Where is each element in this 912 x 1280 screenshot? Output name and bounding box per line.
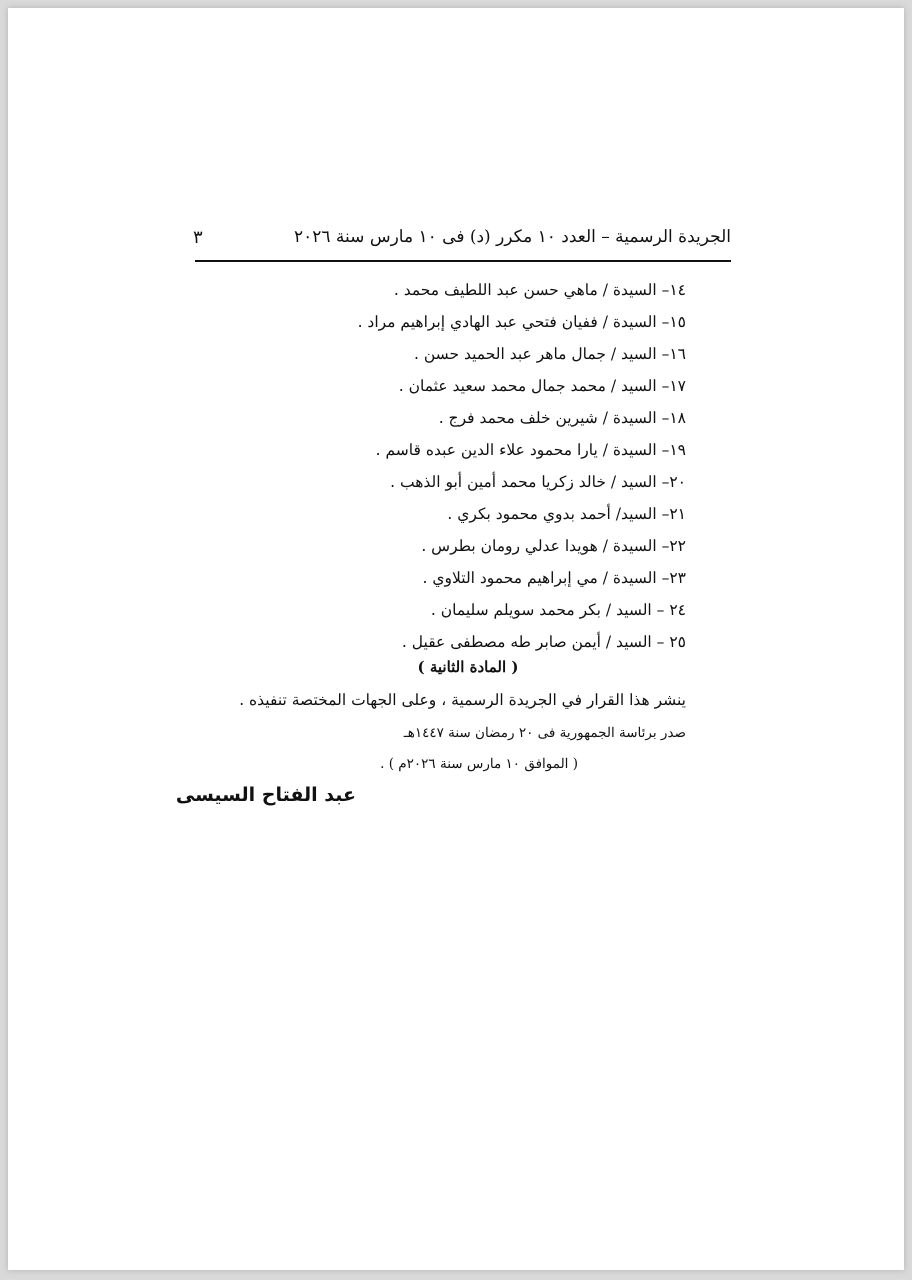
list-item: ١٦– السيد / جمال ماهر عبد الحميد حسن .: [414, 345, 686, 363]
issued-at-line: صدر برئاسة الجمهورية فى ٢٠ رمضان سنة ١٤٤٧هـ: [403, 725, 686, 741]
list-item: ٢٣– السيدة / مي إبراهيم محمود التلاوي .: [422, 569, 686, 587]
list-item: ١٥– السيدة / ففيان فتحي عبد الهادي إبراهيم مراد .: [357, 313, 686, 331]
list-item: ٢٠– السيد / خالد زكريا محمد أمين أبو الذهب .: [390, 473, 686, 491]
list-item: ١٧– السيد / محمد جمال محمد سعيد عثمان .: [398, 377, 686, 395]
list-item: ١٨– السيدة / شيرين خلف محمد فرج .: [438, 409, 686, 427]
names-list: [166, 274, 686, 658]
page-number: ٣: [193, 227, 203, 248]
article-heading: ( المادة الثانية ): [417, 658, 519, 676]
header-divider: [195, 260, 731, 262]
list-item: ١٩– السيدة / يارا محمود علاء الدين عبده قاسم .: [375, 441, 686, 459]
publication-clause: ينشر هذا القرار في الجريدة الرسمية ، وعلى الجهات المختصة تنفيذه .: [239, 691, 686, 709]
gregorian-date-line: ( الموافق ١٠ مارس سنة ٢٠٢٦م ) .: [380, 756, 578, 772]
list-item: ١٤– السيدة / ماهي حسن عبد اللطيف محمد .: [393, 281, 686, 299]
list-item: ٢٥ – السيد / أيمن صابر طه مصطفى عقيل .: [401, 633, 686, 651]
page-header: [193, 223, 731, 259]
gazette-header-title: الجريدة الرسمية – العدد ١٠ مكرر (د) فى ١٠ مارس سنة ٢٠٢٦: [294, 227, 731, 247]
list-item: ٢١– السيد/ أحمد بدوي محمود بكري .: [447, 505, 686, 523]
list-item: ٢٤ – السيد / بكر محمد سويلم سليمان .: [430, 601, 686, 619]
signature: عبد الفتاح السيسى: [175, 784, 356, 806]
list-item: ٢٢– السيدة / هويدا عدلي رومان بطرس .: [421, 537, 686, 555]
gazette-page: [8, 8, 904, 1270]
